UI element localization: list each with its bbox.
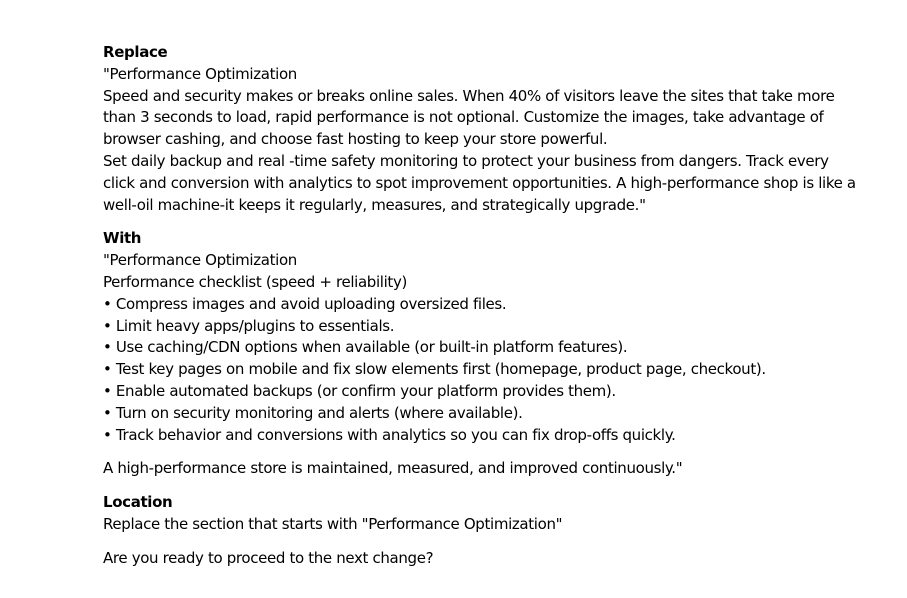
bullet-icon: • [103, 425, 112, 444]
checklist-item-text: Turn on security monitoring and alerts (where available). [115, 403, 523, 422]
checklist-item [103, 316, 893, 338]
checklist-item-text: Test key pages on mobile and fix slow elements first (homepage, product page, checkout). [115, 360, 766, 379]
question-section [103, 548, 893, 570]
replace-line: Speed and security makes or breaks online sales. When 40% of visitors leave the sites that take more [103, 86, 835, 105]
replace-heading: Replace [103, 43, 168, 61]
replace-line: browser cashing, and choose fast hosting to keep your store powerful. [103, 130, 608, 149]
with-heading: With [103, 229, 142, 248]
checklist-item [103, 294, 893, 316]
proceed-question: Are you ready to proceed to the next change? [103, 548, 434, 567]
checklist-item [103, 403, 893, 425]
location-text: Replace the section that starts with "Performance Optimization" [103, 514, 563, 533]
checklist-item [103, 337, 893, 359]
checklist-item [103, 381, 893, 403]
checklist-item [103, 425, 893, 447]
checklist-item-text: Limit heavy apps/plugins to essentials. [115, 316, 395, 335]
replace-line: click and conversion with analytics to spot improvement opportunities. A high-performance shop is like a [103, 173, 856, 192]
with-section [103, 228, 893, 480]
document-body [103, 42, 893, 582]
checklist-item-text: Enable automated backups (or confirm your platform provides them). [115, 381, 616, 400]
with-closing-line: A high-performance store is maintained, measured, and improved continuously." [103, 459, 683, 478]
bullet-icon: • [103, 360, 112, 379]
bullet-icon: • [103, 338, 112, 357]
location-heading: Location [103, 493, 173, 512]
bullet-icon: • [103, 294, 112, 313]
checklist-item-text: Use caching/CDN options when available (or built-in platform features). [115, 338, 628, 357]
replace-line: well-oil machine-it keeps it regularly, measures, and strategically upgrade." [103, 195, 646, 214]
bullet-icon: • [103, 381, 112, 400]
checklist-item-text: Compress images and avoid uploading oversized files. [115, 294, 507, 313]
location-section [103, 492, 893, 536]
replace-line: Set daily backup and real -time safety monitoring to protect your business from dangers. Track every [103, 151, 829, 170]
bullet-icon: • [103, 316, 112, 335]
replace-line: "Performance Optimization [103, 64, 297, 83]
checklist-item [103, 359, 893, 381]
with-line: "Performance Optimization [103, 251, 297, 270]
bullet-icon: • [103, 403, 112, 422]
replace-line: than 3 seconds to load, rapid performance is not optional. Customize the images, take advantage of [103, 108, 824, 127]
checklist-item-text: Track behavior and conversions with analytics so you can fix drop-offs quickly. [115, 425, 676, 444]
with-line: Performance checklist (speed + reliability) [103, 272, 407, 291]
replace-section [103, 42, 893, 216]
